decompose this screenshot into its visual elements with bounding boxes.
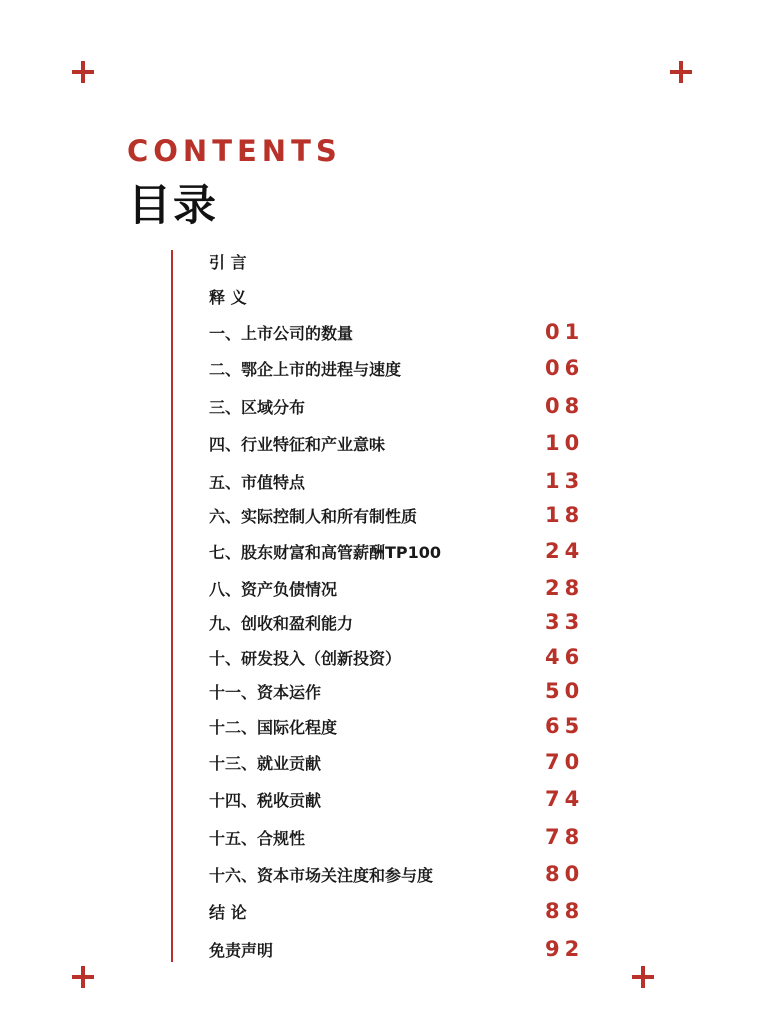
toc-entry[interactable] xyxy=(209,607,589,637)
toc-entry-label: 五、市值特点 xyxy=(209,472,306,492)
toc-entry[interactable] xyxy=(209,281,589,311)
contents-title-en: CONTENTS xyxy=(127,134,342,168)
toc-entry-label: 三、区域分布 xyxy=(209,397,306,417)
toc-entry-label: 七、股东财富和高管薪酬TP100 xyxy=(209,542,442,562)
toc-entry-label: 十五、合规性 xyxy=(209,828,306,848)
toc-entry-label: 四、行业特征和产业意味 xyxy=(209,434,386,454)
plus-icon xyxy=(72,61,94,83)
toc-entry[interactable] xyxy=(209,353,589,383)
toc-entry[interactable] xyxy=(209,859,589,889)
toc-entry-label: 九、创收和盈利能力 xyxy=(209,613,354,633)
toc-entry[interactable] xyxy=(209,822,589,852)
toc-entry[interactable] xyxy=(209,642,589,672)
toc-entry-page: 92 xyxy=(545,937,585,961)
toc-entry-label: 六、实际控制人和所有制性质 xyxy=(209,506,418,526)
toc-entry-label: 结 论 xyxy=(209,902,247,922)
toc-entry-page: 24 xyxy=(545,539,585,563)
toc-entry-page: 33 xyxy=(545,610,585,634)
toc-entry-page: 01 xyxy=(545,320,585,344)
toc-entry-page: 06 xyxy=(545,356,585,380)
contents-title-cn: 目录 xyxy=(128,181,218,231)
toc-entry-page: 65 xyxy=(545,714,585,738)
toc-entry-page: 50 xyxy=(545,679,585,703)
toc-entry[interactable] xyxy=(209,466,589,496)
toc-entry[interactable] xyxy=(209,784,589,814)
toc-entry-label: 八、资产负债情况 xyxy=(209,579,338,599)
plus-icon xyxy=(72,966,94,988)
toc-entry[interactable] xyxy=(209,934,589,964)
toc-entry-label: 十六、资本市场关注度和参与度 xyxy=(209,865,434,885)
toc-entry-page: 13 xyxy=(545,469,585,493)
toc-entry-page: 80 xyxy=(545,862,585,886)
toc-entry-page: 74 xyxy=(545,787,585,811)
toc-entry-page: 46 xyxy=(545,645,585,669)
toc-entry[interactable] xyxy=(209,676,589,706)
toc-entry-label: 一、上市公司的数量 xyxy=(209,323,354,343)
toc-entry[interactable] xyxy=(209,711,589,741)
toc-entry-label: 十四、税收贡献 xyxy=(209,790,322,810)
toc-entry-label: 二、鄂企上市的进程与速度 xyxy=(209,359,402,379)
toc-entry-label: 十、研发投入（创新投资） xyxy=(209,648,402,668)
toc-entry-page: 88 xyxy=(545,899,585,923)
toc-entry[interactable] xyxy=(209,391,589,421)
toc-entry-page: 70 xyxy=(545,750,585,774)
toc-entry-label: 十二、国际化程度 xyxy=(209,717,338,737)
toc-entry-label: 十三、就业贡献 xyxy=(209,753,322,773)
plus-icon xyxy=(632,966,654,988)
toc-entry-page: 78 xyxy=(545,825,585,849)
toc-entry[interactable] xyxy=(209,896,589,926)
plus-icon xyxy=(670,61,692,83)
toc-entry[interactable] xyxy=(209,747,589,777)
toc-entry-page: 10 xyxy=(545,431,585,455)
toc-entry-label: 免责声明 xyxy=(209,940,274,960)
toc-divider-line xyxy=(171,250,173,962)
toc-entry-label: 释 义 xyxy=(209,287,247,307)
toc-entry[interactable] xyxy=(209,246,589,276)
toc-entry-page: 18 xyxy=(545,503,585,527)
toc-entry[interactable] xyxy=(209,428,589,458)
toc-entry-label: 十一、资本运作 xyxy=(209,682,322,702)
toc-entry-page: 08 xyxy=(545,394,585,418)
toc-entry[interactable] xyxy=(209,573,589,603)
toc-entry[interactable] xyxy=(209,500,589,530)
toc-entry-label: 引 言 xyxy=(209,252,247,272)
toc-entry[interactable] xyxy=(209,317,589,347)
toc-entry[interactable] xyxy=(209,536,589,566)
toc-entry-page: 28 xyxy=(545,576,585,600)
